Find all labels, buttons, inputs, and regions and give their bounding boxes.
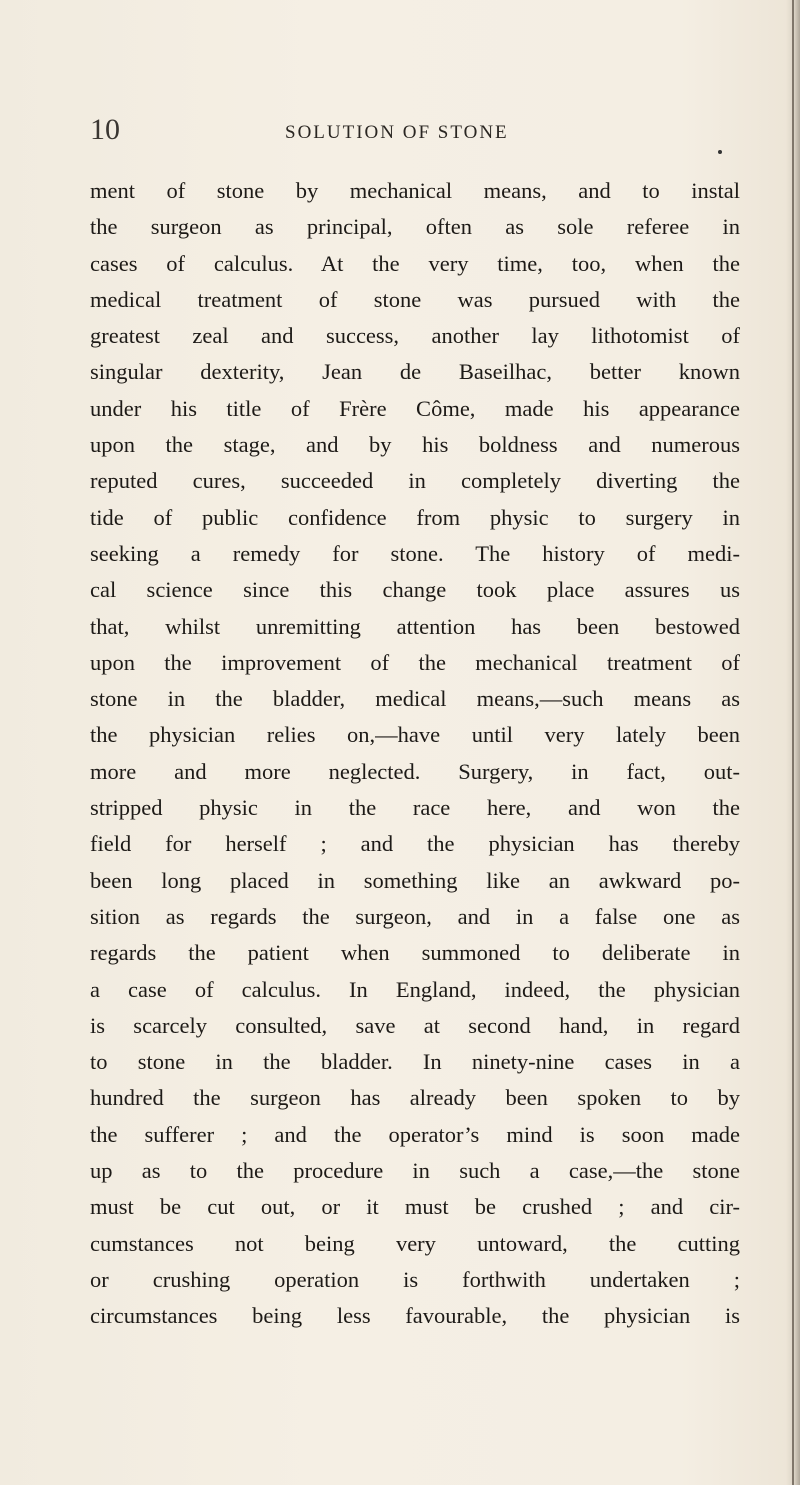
- text-line: singular dexterity, Jean de Baseilhac, better known: [90, 359, 740, 385]
- text-line: greatest zeal and success, another lay lithotomist of: [90, 323, 740, 349]
- page-header: [90, 110, 730, 150]
- text-line: or crushing operation is forthwith undertaken ;: [90, 1266, 740, 1292]
- text-line: circumstances being less favourable, the physician is: [90, 1303, 740, 1329]
- body-text: [90, 173, 740, 1335]
- text-line: more and more neglected. Surgery, in fact, out-: [90, 758, 740, 784]
- text-line: ment of stone by mechanical means, and to instal: [90, 178, 740, 203]
- text-line: cal science since this change took place assures us: [90, 577, 740, 603]
- text-line: upon the stage, and by his boldness and numerous: [90, 432, 740, 458]
- text-line: is scarcely consulted, save at second hand, in regard: [90, 1012, 740, 1038]
- text-line: that, whilst unremitting attention has been bestowed: [90, 613, 740, 639]
- running-head: SOLUTION OF STONE: [285, 122, 509, 143]
- text-line: been long placed in something like an awkward po-: [90, 867, 740, 893]
- text-line: to stone in the bladder. In ninety-nine cases in a: [90, 1049, 740, 1075]
- text-line: the sufferer ; and the operator’s mind is soon made: [90, 1121, 740, 1147]
- text-line: tide of public confidence from physic to surgery in: [90, 504, 740, 530]
- ink-dot: [718, 150, 722, 154]
- text-line: the physician relies on,—have until very lately been: [90, 722, 740, 748]
- text-line: the surgeon as principal, often as sole referee in: [90, 214, 740, 240]
- text-line: upon the improvement of the mechanical treatment of: [90, 649, 740, 675]
- text-line: cases of calculus. At the very time, too, when the: [90, 250, 740, 276]
- text-line: sition as regards the surgeon, and in a false one as: [90, 903, 740, 929]
- text-line: hundred the surgeon has already been spoken to by: [90, 1085, 740, 1111]
- page-number: 10: [90, 113, 120, 146]
- text-line: field for herself ; and the physician has thereby: [90, 831, 740, 857]
- page-edge-line: [792, 0, 794, 1485]
- text-line: must be cut out, or it must be crushed ; and cir-: [90, 1194, 740, 1220]
- text-line: cumstances not being very untoward, the cutting: [90, 1230, 740, 1256]
- text-line: stripped physic in the race here, and won the: [90, 795, 740, 821]
- text-line: up as to the procedure in such a case,—the stone: [90, 1158, 740, 1184]
- text-line: regards the patient when summoned to deliberate in: [90, 940, 740, 966]
- text-line: under his title of Frère Côme, made his appearance: [90, 395, 740, 421]
- text-line: a case of calculus. In England, indeed, the physician: [90, 976, 740, 1002]
- text-line: seeking a remedy for stone. The history of medi-: [90, 540, 740, 566]
- text-line: reputed cures, succeeded in completely diverting the: [90, 468, 740, 494]
- text-line: stone in the bladder, medical means,—such means as: [90, 686, 740, 712]
- text-line: medical treatment of stone was pursued with the: [90, 286, 740, 312]
